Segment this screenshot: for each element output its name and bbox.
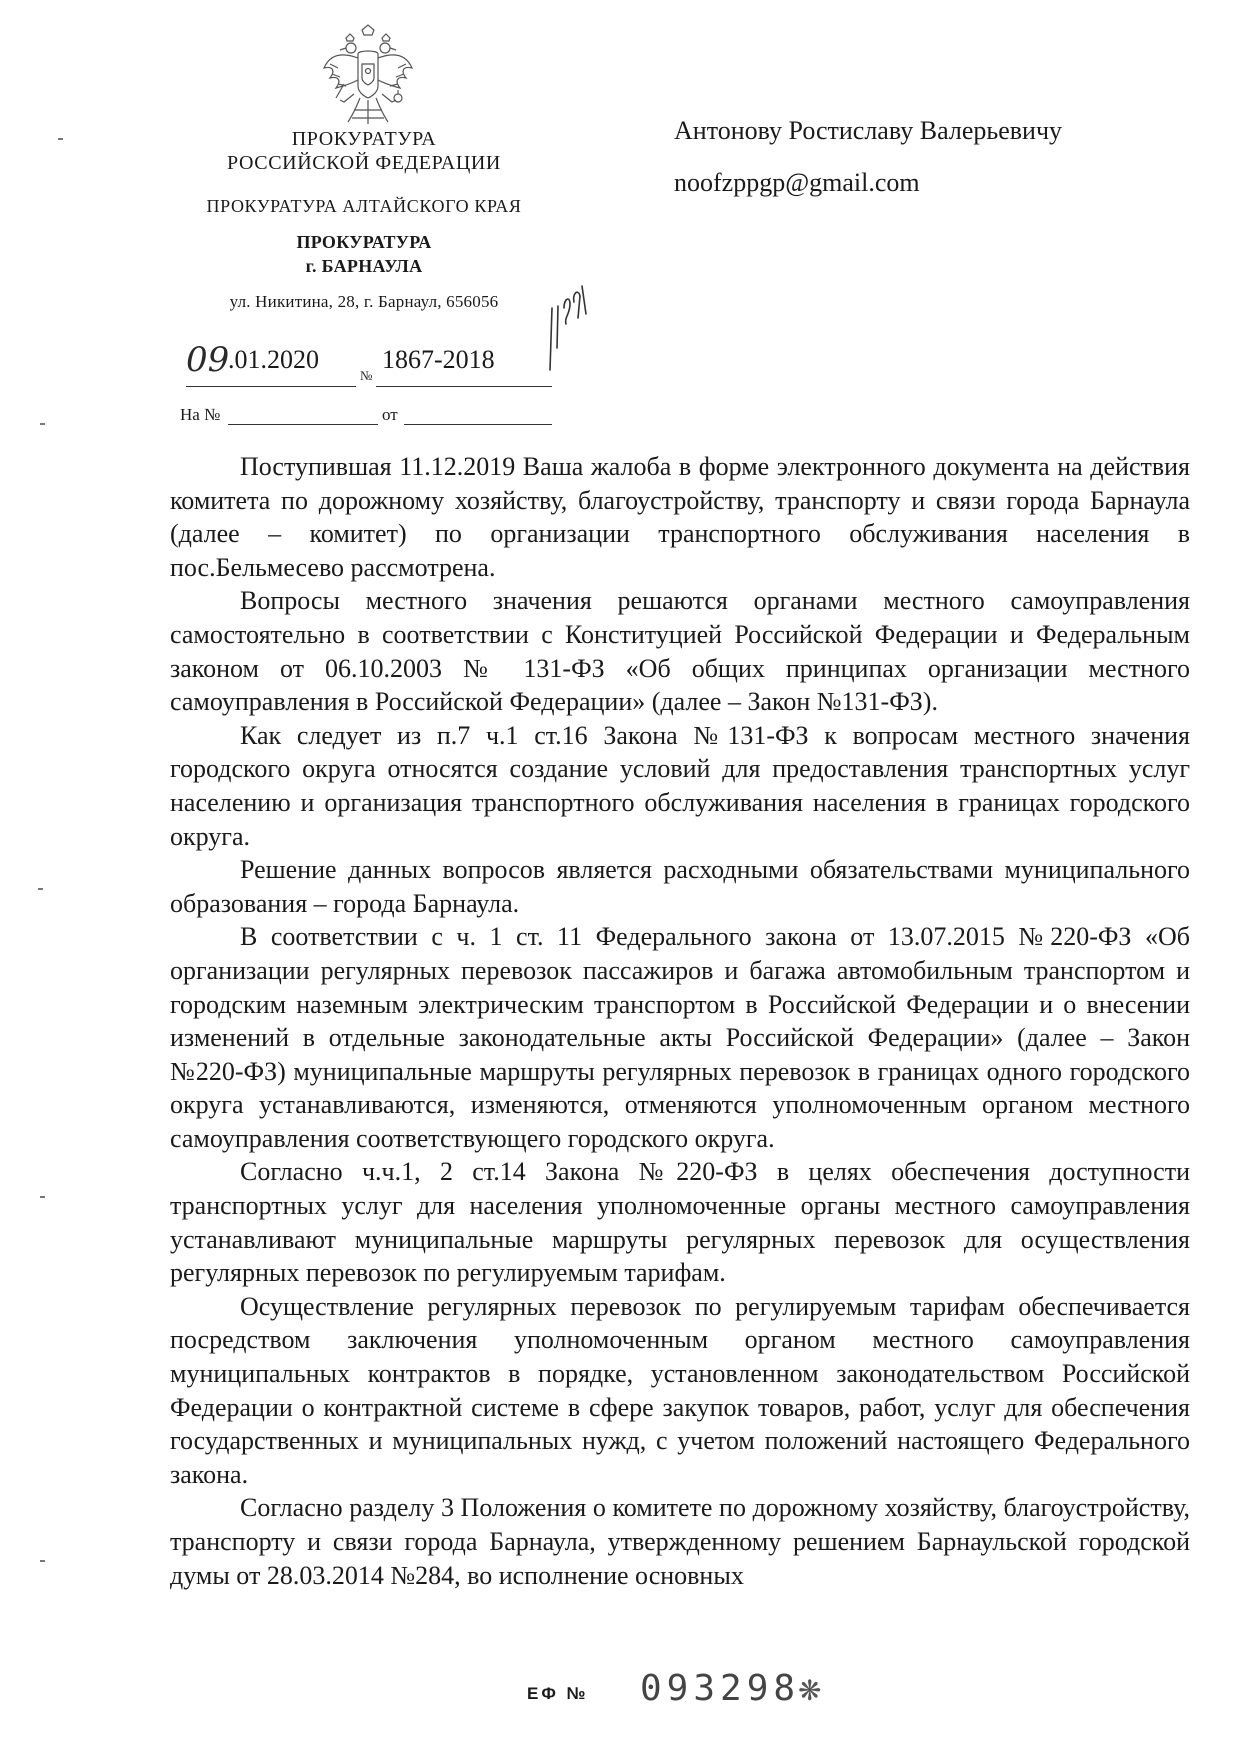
body-paragraph: В соответствии с ч. 1 ст. 11 Федерального закона от 13.07.2015 №220-ФЗ «Об организации регулярных перевозок пассажиров и багажа автомобильным транспортом и городским наземным электрическим транспортом в Российской Федерации и о внесении изменений в отдельные законодательные акты Российской Федерации» (далее – Закон №220-ФЗ) муниципальные маршруты регулярных перевозок в границах одного городского округа устанавливаются, изменяются, отменяются уполномоченным органом местного самоуправления соответствующего городского округа. xyxy=(170,922,1190,1153)
addressee-name: Антонову Ростиславу Валерьевичу xyxy=(674,116,1063,145)
registration-number: 1867-2018 xyxy=(382,345,495,374)
form-number: 093298 xyxy=(640,1668,801,1709)
reply-date-underline xyxy=(404,424,552,425)
letter-body xyxy=(170,450,1190,1592)
reply-from-label: от xyxy=(382,405,398,424)
scan-speck xyxy=(40,1196,45,1198)
registration-day-handwritten: 09 xyxy=(186,340,230,380)
org-name-line3: ПРОКУРАТУРА АЛТАЙСКОГО КРАЯ xyxy=(206,196,522,216)
number-underline xyxy=(376,386,552,387)
body-paragraph: Осуществление регулярных перевозок по регулируемым тарифам обеспечивается посредством заключения уполномоченным органом местного самоуправления муниципальных контрактов в порядке, установленном законодательством Российской Федерации о контрактной системе в сфере закупок товаров, работ, услуг для обеспечения государственных и муниципальных нужд, с учетом положений настоящего Федерального закона. xyxy=(170,1291,1190,1489)
form-number-label: ЕФ № xyxy=(527,1684,589,1703)
handwritten-signature-icon xyxy=(544,278,614,378)
double-headed-eagle-emblem-icon xyxy=(318,24,418,130)
addressee-email: noofzppgp@gmail.com xyxy=(674,168,920,197)
scan-speck xyxy=(40,423,45,425)
org-name-line1: ПРОКУРАТУРА xyxy=(291,128,437,150)
reply-to-label: На № xyxy=(180,405,221,424)
body-paragraph: Вопросы местного значения решаются органами местного самоуправления самостоятельно в соответствии с Конституцией Российской Федерации и Федеральным законом от 06.10.2003 № 131-ФЗ «Об общих принципах организации местного самоуправления в Российской Федерации» (далее – Закон №131-ФЗ). xyxy=(170,586,1190,717)
snowflake-mark-icon: ❋ xyxy=(798,1676,822,1707)
org-name-line2: РОССИЙСКОЙ ФЕДЕРАЦИИ xyxy=(227,152,501,174)
registration-date: .01.2020 xyxy=(228,345,319,374)
body-paragraph: Как следует из п.7 ч.1 ст.16 Закона №131-ФЗ к вопросам местного значения городского округа относятся создание условий для предоставления транспортных услуг населению и организация транспортного обслуживания населения в границах городского округа. xyxy=(170,720,1190,851)
body-paragraph: Поступившая 11.12.2019 Ваша жалоба в форме электронного документа на действия комитета по дорожному хозяйству, благоустройству, транспорту и связи города Барнаула (далее – комитет) по организации транспортного обслуживания населения в пос.Бельмесево рассмотрена. xyxy=(170,452,1190,582)
scan-speck xyxy=(58,138,63,140)
org-address: ул. Никитина, 28, г. Барнаул, 656056 xyxy=(229,292,499,311)
org-name-line4: ПРОКУРАТУРА xyxy=(296,232,432,252)
body-paragraph: Согласно ч.ч.1, 2 ст.14 Закона №220-ФЗ в целях обеспечения доступности транспортных услуг для населения уполномоченные органы местного самоуправления устанавливают муниципальные маршруты регулярных перевозок для осуществления регулярных перевозок по регулируемым тарифам. xyxy=(170,1157,1190,1288)
scan-speck xyxy=(38,888,43,890)
reply-number-underline xyxy=(228,424,378,425)
date-underline xyxy=(186,386,356,387)
org-name-line5: г. БАРНАУЛА xyxy=(305,256,423,276)
registration-number-sign: № xyxy=(360,368,373,383)
body-paragraph: Согласно разделу 3 Положения о комитете по дорожному хозяйству, благоустройству, транспорту и связи города Барнаула, утвержденному решением Барнаульской городской думы от 28.03.2014 №284, во исполнение основных xyxy=(170,1493,1190,1590)
body-paragraph: Решение данных вопросов является расходными обязательствами муниципального образования – города Барнаула. xyxy=(170,855,1190,918)
scan-speck xyxy=(40,1560,45,1562)
